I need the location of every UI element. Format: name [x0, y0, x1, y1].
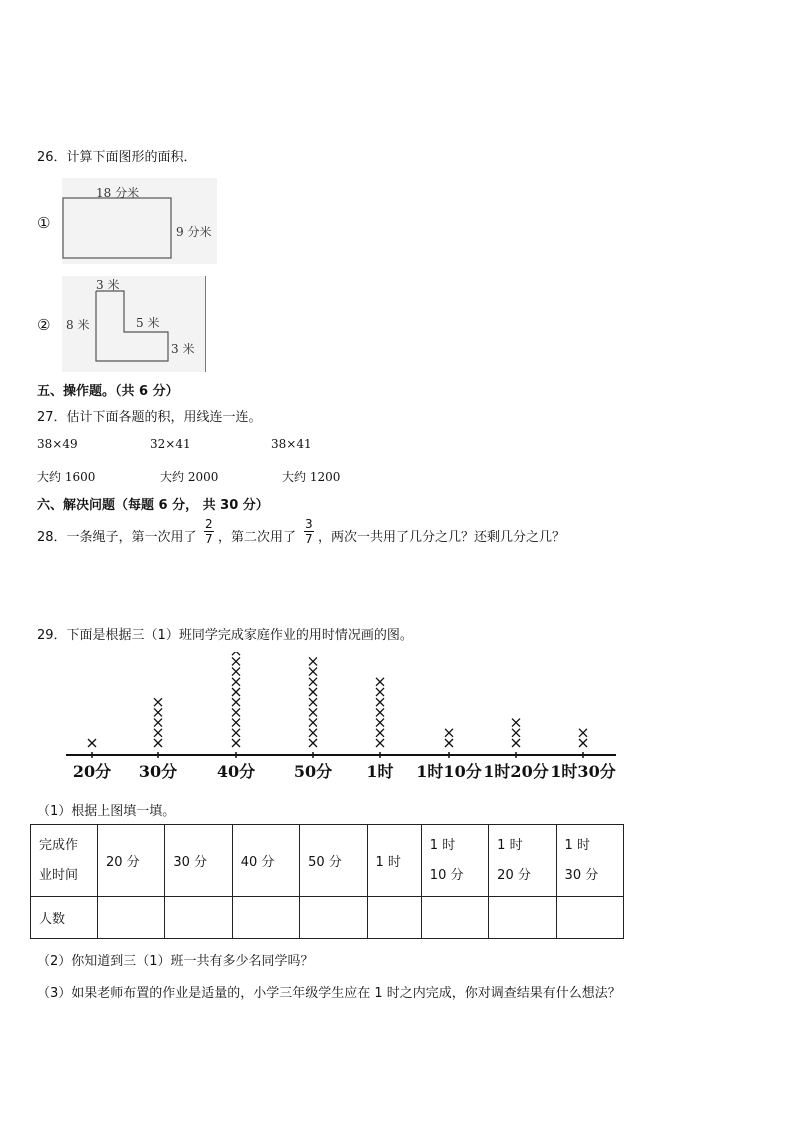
q28-part1: 28．一条绳子，第一次用了: [37, 530, 197, 545]
q29-title: 29．下面是根据三（1）班同学完成家庭作业的用时情况画的图。: [37, 628, 413, 643]
q29-sub1: （1）根据上图填一填。: [37, 804, 176, 819]
section5-title: 五、操作题。（共 6 分）: [37, 384, 179, 399]
figure2-label-mid: 5 米: [136, 316, 160, 330]
x-mark: [309, 729, 317, 737]
category-label: 1时10分: [416, 762, 482, 781]
category-label: 1时20分: [483, 762, 549, 781]
table-cell-20min: 20 分: [98, 825, 165, 897]
x-mark: [232, 657, 240, 665]
x-mark: [309, 657, 317, 665]
table-row-count: [31, 897, 624, 939]
x-mark: [154, 739, 162, 747]
x-mark: [376, 698, 384, 706]
x-mark: [579, 729, 587, 737]
answer-cell[interactable]: [232, 897, 299, 939]
rectangle-shape: [63, 198, 171, 258]
x-mark: [309, 688, 317, 696]
figure1-right-label: 9 分米: [176, 225, 212, 239]
x-mark: [445, 739, 453, 747]
figure2-border: [205, 276, 206, 372]
figure1-top-label: 18 分米: [96, 186, 140, 200]
q27-expression-2: 32×41: [150, 437, 191, 451]
fraction-2-denominator: 7: [305, 532, 313, 546]
x-mark: [232, 688, 240, 696]
x-mark: [512, 729, 520, 737]
figure2-label-left: 8 米: [66, 318, 90, 332]
x-mark: [232, 678, 240, 686]
figure2-marker: ②: [37, 316, 51, 334]
table-header-time: 完成作 业时间: [31, 825, 98, 897]
x-mark: [154, 719, 162, 727]
x-mark: [309, 739, 317, 747]
table-cell-1h: 1 时: [367, 825, 421, 897]
q27-title: 27．估计下面各题的积，用线连一连。: [37, 410, 262, 425]
category-label: 30分: [138, 762, 178, 781]
section6-title: 六、解决问题（每题 6 分， 共 30 分）: [37, 498, 269, 513]
table-cell-1h30min: 1 时 30 分: [556, 825, 623, 897]
q27-estimate-1: 大约 1600: [37, 470, 96, 484]
answer-cell[interactable]: [98, 897, 165, 939]
table-cell-50min: 50 分: [300, 825, 367, 897]
table-row-time: [31, 825, 624, 897]
x-mark: [309, 678, 317, 686]
answer-cell[interactable]: [556, 897, 623, 939]
x-mark: [376, 708, 384, 716]
x-mark: [376, 739, 384, 747]
x-mark: [376, 719, 384, 727]
dot-plot-chart: [60, 652, 620, 784]
category-label: 40分: [216, 762, 256, 781]
table-cell-1h10min: 1 时 10 分: [421, 825, 488, 897]
x-mark: [154, 698, 162, 706]
q27-estimate-3: 大约 1200: [282, 470, 341, 484]
x-mark: [88, 739, 96, 747]
q26-title: 26．计算下面图形的面积．: [37, 150, 197, 165]
q28-fraction-2: [304, 517, 314, 546]
x-mark: [232, 729, 240, 737]
x-mark: [445, 729, 453, 737]
q28-part3: ，两次一共用了几分之几？还剩几分之几？: [318, 530, 566, 545]
answer-cell[interactable]: [489, 897, 556, 939]
category-label: 1时: [366, 762, 394, 781]
table-cell-30min: 30 分: [165, 825, 232, 897]
x-mark: [232, 719, 240, 727]
x-mark: [309, 698, 317, 706]
time-count-table: [30, 824, 624, 939]
x-mark: [309, 668, 317, 676]
figure1-marker: ①: [37, 214, 51, 232]
answer-cell[interactable]: [300, 897, 367, 939]
q27-expression-3: 38×41: [271, 437, 312, 451]
q29-sub3: （3）如果老师布置的作业是适量的，小学三年级学生应在 1 时之内完成，你对调查结果有什么想法？: [37, 986, 621, 1001]
table-cell-1h20min: 1 时 20 分: [489, 825, 556, 897]
fraction-1-denominator: 7: [205, 532, 213, 546]
category-label: 20分: [72, 762, 112, 781]
q29-sub2: （2）你知道到三（1）班一共有多少名同学吗？: [37, 954, 314, 969]
q28-fraction-1: [204, 517, 214, 546]
figure2-label-top: 3 米: [96, 278, 120, 292]
x-mark: [512, 739, 520, 747]
answer-cell[interactable]: [165, 897, 232, 939]
rectangle-figure: [62, 178, 217, 264]
x-mark: [232, 652, 240, 655]
fraction-1-numerator: 2: [205, 517, 213, 531]
x-mark: [309, 708, 317, 716]
x-mark: [376, 678, 384, 686]
x-mark: [309, 719, 317, 727]
category-label: 1时30分: [550, 762, 616, 781]
x-mark: [512, 719, 520, 727]
q28-part2: ，第二次用了: [218, 530, 297, 545]
answer-cell[interactable]: [367, 897, 421, 939]
answer-cell[interactable]: [421, 897, 488, 939]
x-mark: [376, 688, 384, 696]
figure2-label-right: 3 米: [171, 342, 195, 356]
table-header-count: 人数: [31, 897, 98, 939]
q27-estimate-2: 大约 2000: [160, 470, 219, 484]
x-mark: [232, 698, 240, 706]
x-mark: [376, 729, 384, 737]
table-cell-40min: 40 分: [232, 825, 299, 897]
category-label: 50分: [293, 762, 333, 781]
x-mark: [154, 708, 162, 716]
x-mark: [579, 739, 587, 747]
fraction-2-numerator: 3: [305, 517, 313, 531]
q27-expression-1: 38×49: [37, 437, 78, 451]
x-mark: [154, 729, 162, 737]
x-mark: [232, 708, 240, 716]
x-mark: [232, 668, 240, 676]
x-mark: [232, 739, 240, 747]
